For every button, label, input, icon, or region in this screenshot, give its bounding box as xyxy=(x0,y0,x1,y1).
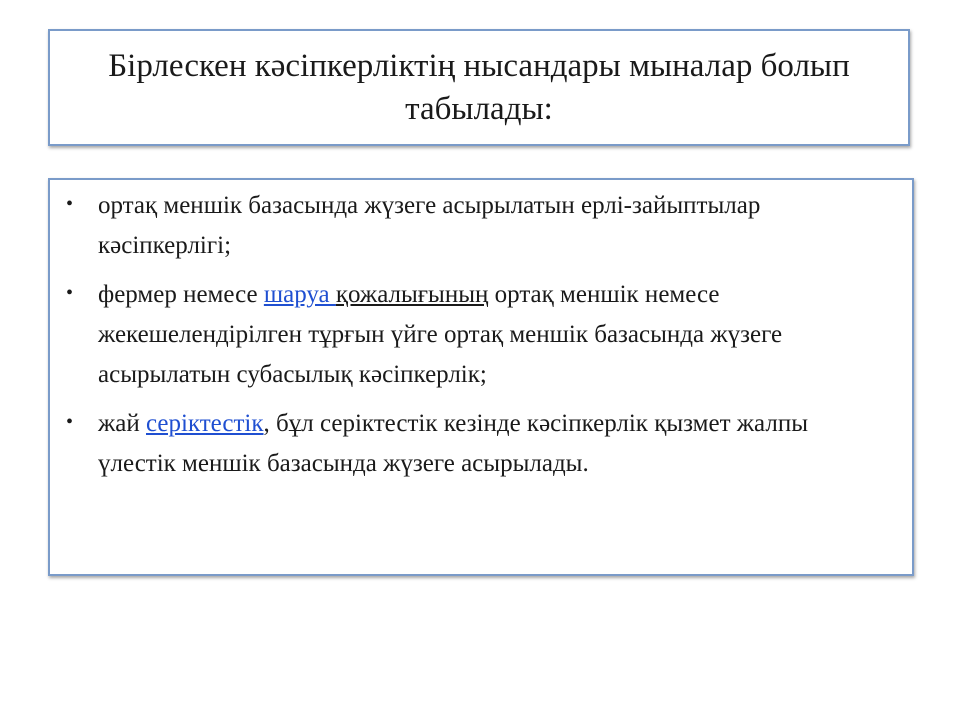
bullet-list xyxy=(66,186,856,493)
list-item xyxy=(66,186,856,266)
link-sharua[interactable]: шаруа xyxy=(263,281,336,308)
list-item xyxy=(66,275,856,395)
bullet-icon: • xyxy=(66,282,74,304)
bullet-icon: • xyxy=(66,411,74,433)
content-box xyxy=(48,178,914,576)
bullet-icon: • xyxy=(66,193,74,215)
bullet-text-prefix: фермер немесе xyxy=(98,281,264,308)
list-item xyxy=(66,404,856,484)
bullet-text-prefix: жай xyxy=(98,410,146,437)
slide-title: Бірлескен кәсіпкерліктің нысандары мыналар болып табылады: xyxy=(108,47,850,127)
bullet-text-suffix: ортақ меншік немесе жекешелендірілген тұрғын үйге ортақ меншік базасында жүзеге асырылатын субасылық кәсіпкерлік; xyxy=(98,281,783,388)
title-box xyxy=(48,29,910,146)
bullet-text-suffix: , бұл серіктестік кезінде кәсіпкерлік қызмет жалпы үлестік меншік базасында жүзеге асырылады. xyxy=(98,410,809,477)
underlined-text: қожалығының xyxy=(335,281,489,308)
bullet-text: ортақ меншік базасында жүзеге асырылатын ерлі-зайыптылар кәсіпкерлігі; xyxy=(98,192,761,259)
link-seriktestik[interactable]: серіктестік xyxy=(146,410,264,437)
